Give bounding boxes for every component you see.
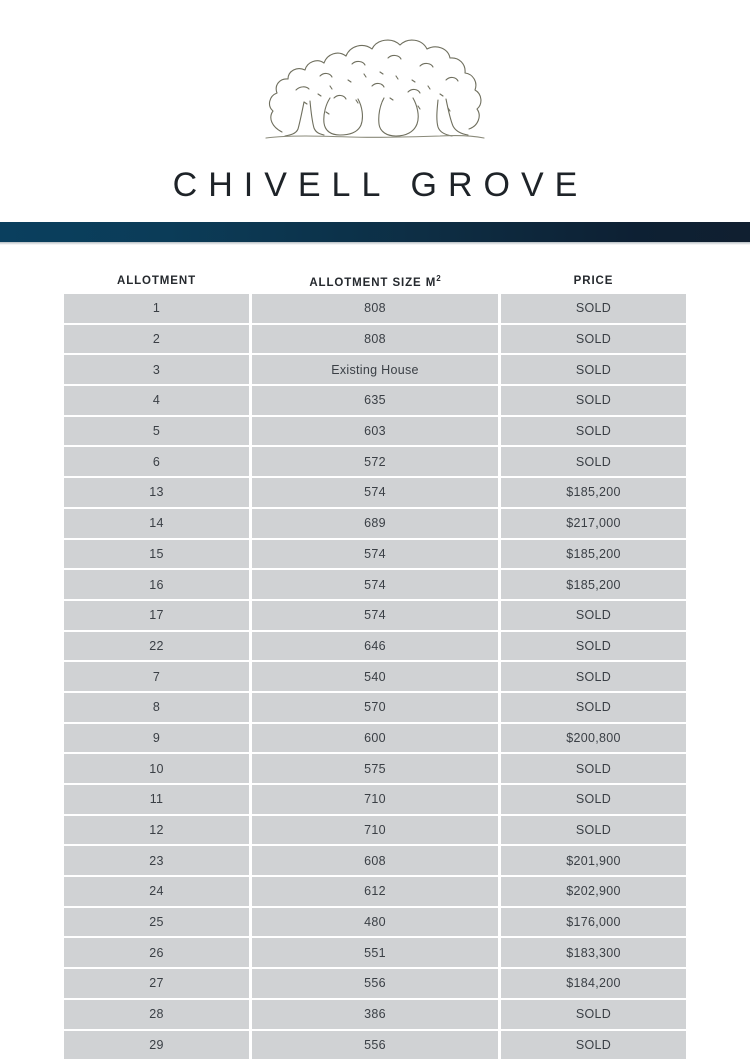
cell-price: SOLD [501,447,686,476]
cell-allotment: 29 [64,1031,249,1060]
cell-allotment: 11 [64,785,249,814]
cell-allotment-size: 570 [252,693,498,722]
cell-allotment: 9 [64,724,249,753]
table-header-row [64,268,686,294]
cell-allotment-size: 574 [252,540,498,569]
table-row [64,846,686,875]
cell-allotment-size: 574 [252,478,498,507]
cell-price: SOLD [501,1031,686,1060]
table-row [64,1000,686,1029]
two-trees-logo-icon [260,28,490,153]
table-row [64,816,686,845]
cell-allotment: 26 [64,938,249,967]
cell-price: SOLD [501,417,686,446]
cell-allotment-size: 608 [252,846,498,875]
navy-band-shadow [0,242,750,245]
cell-allotment: 6 [64,447,249,476]
column-header-price-label: PRICE [573,275,614,287]
cell-allotment: 25 [64,908,249,937]
table-row [64,693,686,722]
table-row [64,294,686,323]
table-row [64,662,686,691]
table-row [64,447,686,476]
table-row [64,509,686,538]
cell-allotment-size: 689 [252,509,498,538]
cell-allotment: 24 [64,877,249,906]
cell-allotment-size: 600 [252,724,498,753]
cell-price: $185,200 [501,478,686,507]
cell-allotment: 27 [64,969,249,998]
cell-price: SOLD [501,355,686,384]
table-row [64,601,686,630]
cell-allotment-size: 710 [252,816,498,845]
cell-allotment: 5 [64,417,249,446]
cell-allotment-size: Existing House [252,355,498,384]
cell-price: $185,200 [501,540,686,569]
table-row [64,1031,686,1060]
table-body [64,294,686,1059]
table-row [64,724,686,753]
cell-price: SOLD [501,386,686,415]
cell-price: $185,200 [501,570,686,599]
navy-accent-band [0,222,750,242]
cell-price: SOLD [501,693,686,722]
table-row [64,386,686,415]
cell-allotment-size: 635 [252,386,498,415]
cell-allotment-size: 612 [252,877,498,906]
column-header-size-superscript: 2 [436,273,441,283]
cell-allotment: 3 [64,355,249,384]
cell-price: SOLD [501,294,686,323]
cell-allotment: 23 [64,846,249,875]
cell-allotment-size: 808 [252,294,498,323]
table-row [64,969,686,998]
cell-allotment-size: 556 [252,1031,498,1060]
table-row [64,938,686,967]
cell-price: SOLD [501,632,686,661]
cell-allotment: 15 [64,540,249,569]
cell-allotment: 8 [64,693,249,722]
column-header-allotment-label: ALLOTMENT [116,275,196,287]
table-row [64,908,686,937]
table-row [64,632,686,661]
cell-price: SOLD [501,785,686,814]
cell-allotment-size: 574 [252,601,498,630]
cell-allotment-size: 572 [252,447,498,476]
cell-price: SOLD [501,1000,686,1029]
cell-allotment: 28 [64,1000,249,1029]
cell-price: $200,800 [501,724,686,753]
cell-allotment-size: 540 [252,662,498,691]
cell-allotment-size: 575 [252,754,498,783]
cell-allotment-size: 551 [252,938,498,967]
column-header-allotment-size [252,274,498,289]
cell-allotment: 14 [64,509,249,538]
column-header-allotment-size-label: ALLOTMENT SIZE M [309,276,437,289]
cell-price: SOLD [501,601,686,630]
cell-price: $217,000 [501,509,686,538]
cell-allotment: 22 [64,632,249,661]
table-row [64,754,686,783]
column-header-price [501,275,686,287]
cell-price: SOLD [501,325,686,354]
cell-price: $202,900 [501,877,686,906]
page-title: CHIVELL GROVE [172,166,589,204]
cell-allotment-size: 603 [252,417,498,446]
cell-allotment-size: 710 [252,785,498,814]
cell-price: $176,000 [501,908,686,937]
cell-price: $201,900 [501,846,686,875]
cell-allotment: 17 [64,601,249,630]
table-row [64,478,686,507]
cell-allotment: 16 [64,570,249,599]
cell-allotment: 12 [64,816,249,845]
table-row [64,355,686,384]
cell-price: SOLD [501,662,686,691]
table-row [64,325,686,354]
cell-allotment-size: 556 [252,969,498,998]
allotment-price-table [64,268,686,1061]
cell-allotment: 13 [64,478,249,507]
table-row [64,877,686,906]
cell-allotment-size: 646 [252,632,498,661]
table-row [64,540,686,569]
cell-allotment: 7 [64,662,249,691]
cell-allotment-size: 386 [252,1000,498,1029]
column-header-allotment [64,275,249,287]
cell-allotment: 4 [64,386,249,415]
cell-allotment-size: 808 [252,325,498,354]
cell-allotment-size: 574 [252,570,498,599]
cell-allotment: 10 [64,754,249,783]
cell-price: SOLD [501,754,686,783]
cell-price: $184,200 [501,969,686,998]
cell-allotment-size: 480 [252,908,498,937]
cell-price: $183,300 [501,938,686,967]
table-row [64,570,686,599]
table-row [64,417,686,446]
table-row [64,785,686,814]
cell-allotment: 1 [64,294,249,323]
cell-price: SOLD [501,816,686,845]
brand-logo [0,28,750,153]
cell-allotment: 2 [64,325,249,354]
